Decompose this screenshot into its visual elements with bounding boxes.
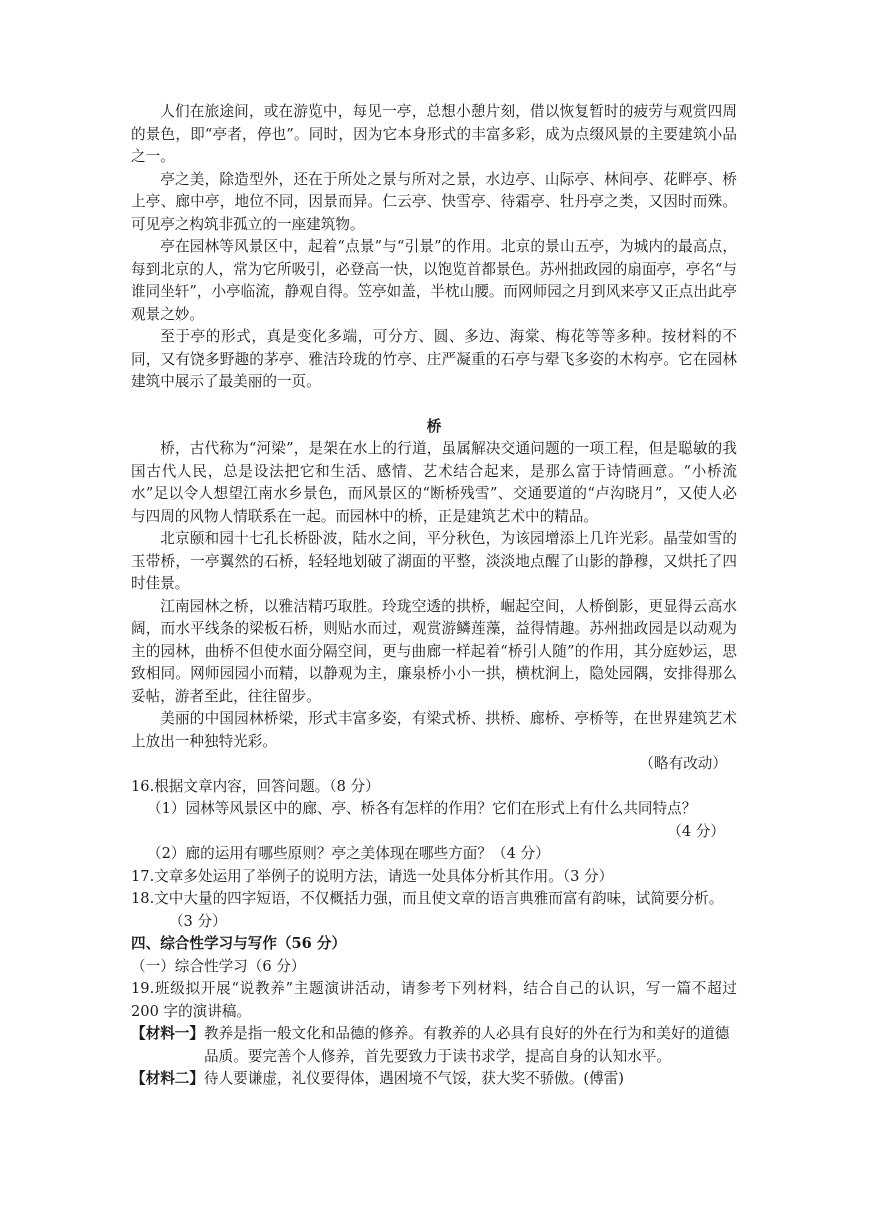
paragraph: 美丽的中国园林桥梁，形式丰富多姿，有梁式桥、拱桥、廊桥、亭桥等，在世界建筑艺术上放出一种独特光彩。 [131,710,737,750]
section-heading: 四、综合性学习与写作（56 分） [131,935,347,952]
paragraph: 亭在园林等风景区中，起着“点景”与“引景”的作用。北京的景山五亭，为城内的最高点，每到北京的人，常为它所吸引，必登高一快，以饱览首都景色。苏州拙政园的扇面亭，亭名“与谁同坐轩”，小亭临流，静观自得。笠亭如盖，半枕山腰。而网师园之月到风来亭又正点出此亭观景之妙。 [131,238,737,323]
document-body [131,101,737,1091]
material-two [131,1068,737,1091]
sub-heading: （一）综合性学习（6 分） [131,957,306,975]
material-text: 待人要谦虚，礼仪要得体，遇困境不气馁，获大奖不骄傲。(傅雷) [203,1070,624,1087]
question-16-1-score: （4 分） [667,822,725,840]
material-label: 【材料二】 [131,1070,204,1087]
material-label: 【材料一】 [131,1025,204,1042]
paragraph: 桥，古代称为“河梁”，是架在水上的行道，虽属解决交通问题的一项工程，但是聪敏的我国古代人民，总是设法把它和生活、感情、艺术结合起来，是那么富于诗情画意。“小桥流水”足以令人想望江南水乡景色，而风景区的“断桥残雪”、交通要道的“卢沟晓月”，又使人必与四周的风物人情联系在一起。而园林中的桥，正是建筑艺术中的精品。 [131,440,737,525]
paragraph: 至于亭的形式，真是变化多端，可分方、圆、多边、海棠、梅花等等多种。按材料的不同，又有饶多野趣的茅亭、雅洁玲珑的竹亭、庄严凝重的石亭与翚飞多姿的木构亭。它在园林建筑中展示了最美丽的一页。 [131,328,737,390]
paragraph: 北京颐和园十七孔长桥卧波，陆水之间，平分秋色，为该园增添上几许光彩。晶莹如雪的玉带桥，一亭翼然的石桥，轻轻地划破了湖面的平整，淡淡地点醒了山影的静穆，又烘托了四时佳景。 [131,530,737,592]
source-note: （略有改动） [639,755,727,772]
question-16-1: （1）园林等风景区中的廊、亭、桥各有怎样的作用？它们在形式上有什么共同特点？ [147,800,697,817]
question-19: 19.班级拟开展“说教养”主题演讲活动，请参考下列材料，结合自己的认识，写一篇不超过 200 字的演讲稿。 [131,980,737,1020]
material-text: 教养是指一般文化和品德的修养。有教养的人必具有良好的外在行为和美好的道德品质。要完善个人修养，首先要致力于读书求学，提高自身的认知水平。 [203,1025,730,1065]
question-18: 18.文中大量的四字短语，不仅概括力强，而且使文章的语言典雅而富有韵味，试简要分析。 [131,890,724,907]
question-17: 17.文章多处运用了举例子的说明方法，请选一处具体分析其作用。（3 分） [131,867,614,885]
paragraph: 人们在旅途间，或在游览中，每见一亭，总想小憩片刻，借以恢复暂时的疲劳与观赏四周的景色，即“亭者，停也”。同时，因为它本身形式的丰富多彩，成为点缀风景的主要建筑小品之一。 [131,103,737,165]
paragraph: 江南园林之桥，以雅洁精巧取胜。玲珑空透的拱桥，崛起空间，人桥倒影，更显得云高水阔，而水平线条的梁板石桥，则贴水而过，观赏游鳞莲藻，益得情趣。苏州拙政园是以动观为主的园林，曲桥不但使水面分隔空间，更与曲廊一样起着“桥引人随”的作用，其分庭妙运，思致相同。网师园园小而精，以静观为主，廉泉桥小小一拱，横枕涧上，隐处园隅，安排得那么妥帖，游者至此，往往留步。 [131,597,737,705]
question-18-score: （3 分） [168,912,227,930]
section-title-bridge: 桥 [426,417,442,435]
question-16: 16.根据文章内容，回答问题。（8 分） [131,777,380,795]
question-16-2: （2）廊的运用有哪些原则？亭之美体现在哪些方面？（4 分） [147,845,550,862]
paragraph: 亭之美，除造型外，还在于所处之景与所对之景，水边亭、山际亭、林间亭、花畔亭、桥上亭、廊中亭，地位不同，因景而异。仁云亭、快雪亭、待霜亭、牡丹亭之类，又因时而殊。可见亭之构筑非孤立的一座建筑物。 [131,170,737,233]
material-one [131,1023,737,1068]
